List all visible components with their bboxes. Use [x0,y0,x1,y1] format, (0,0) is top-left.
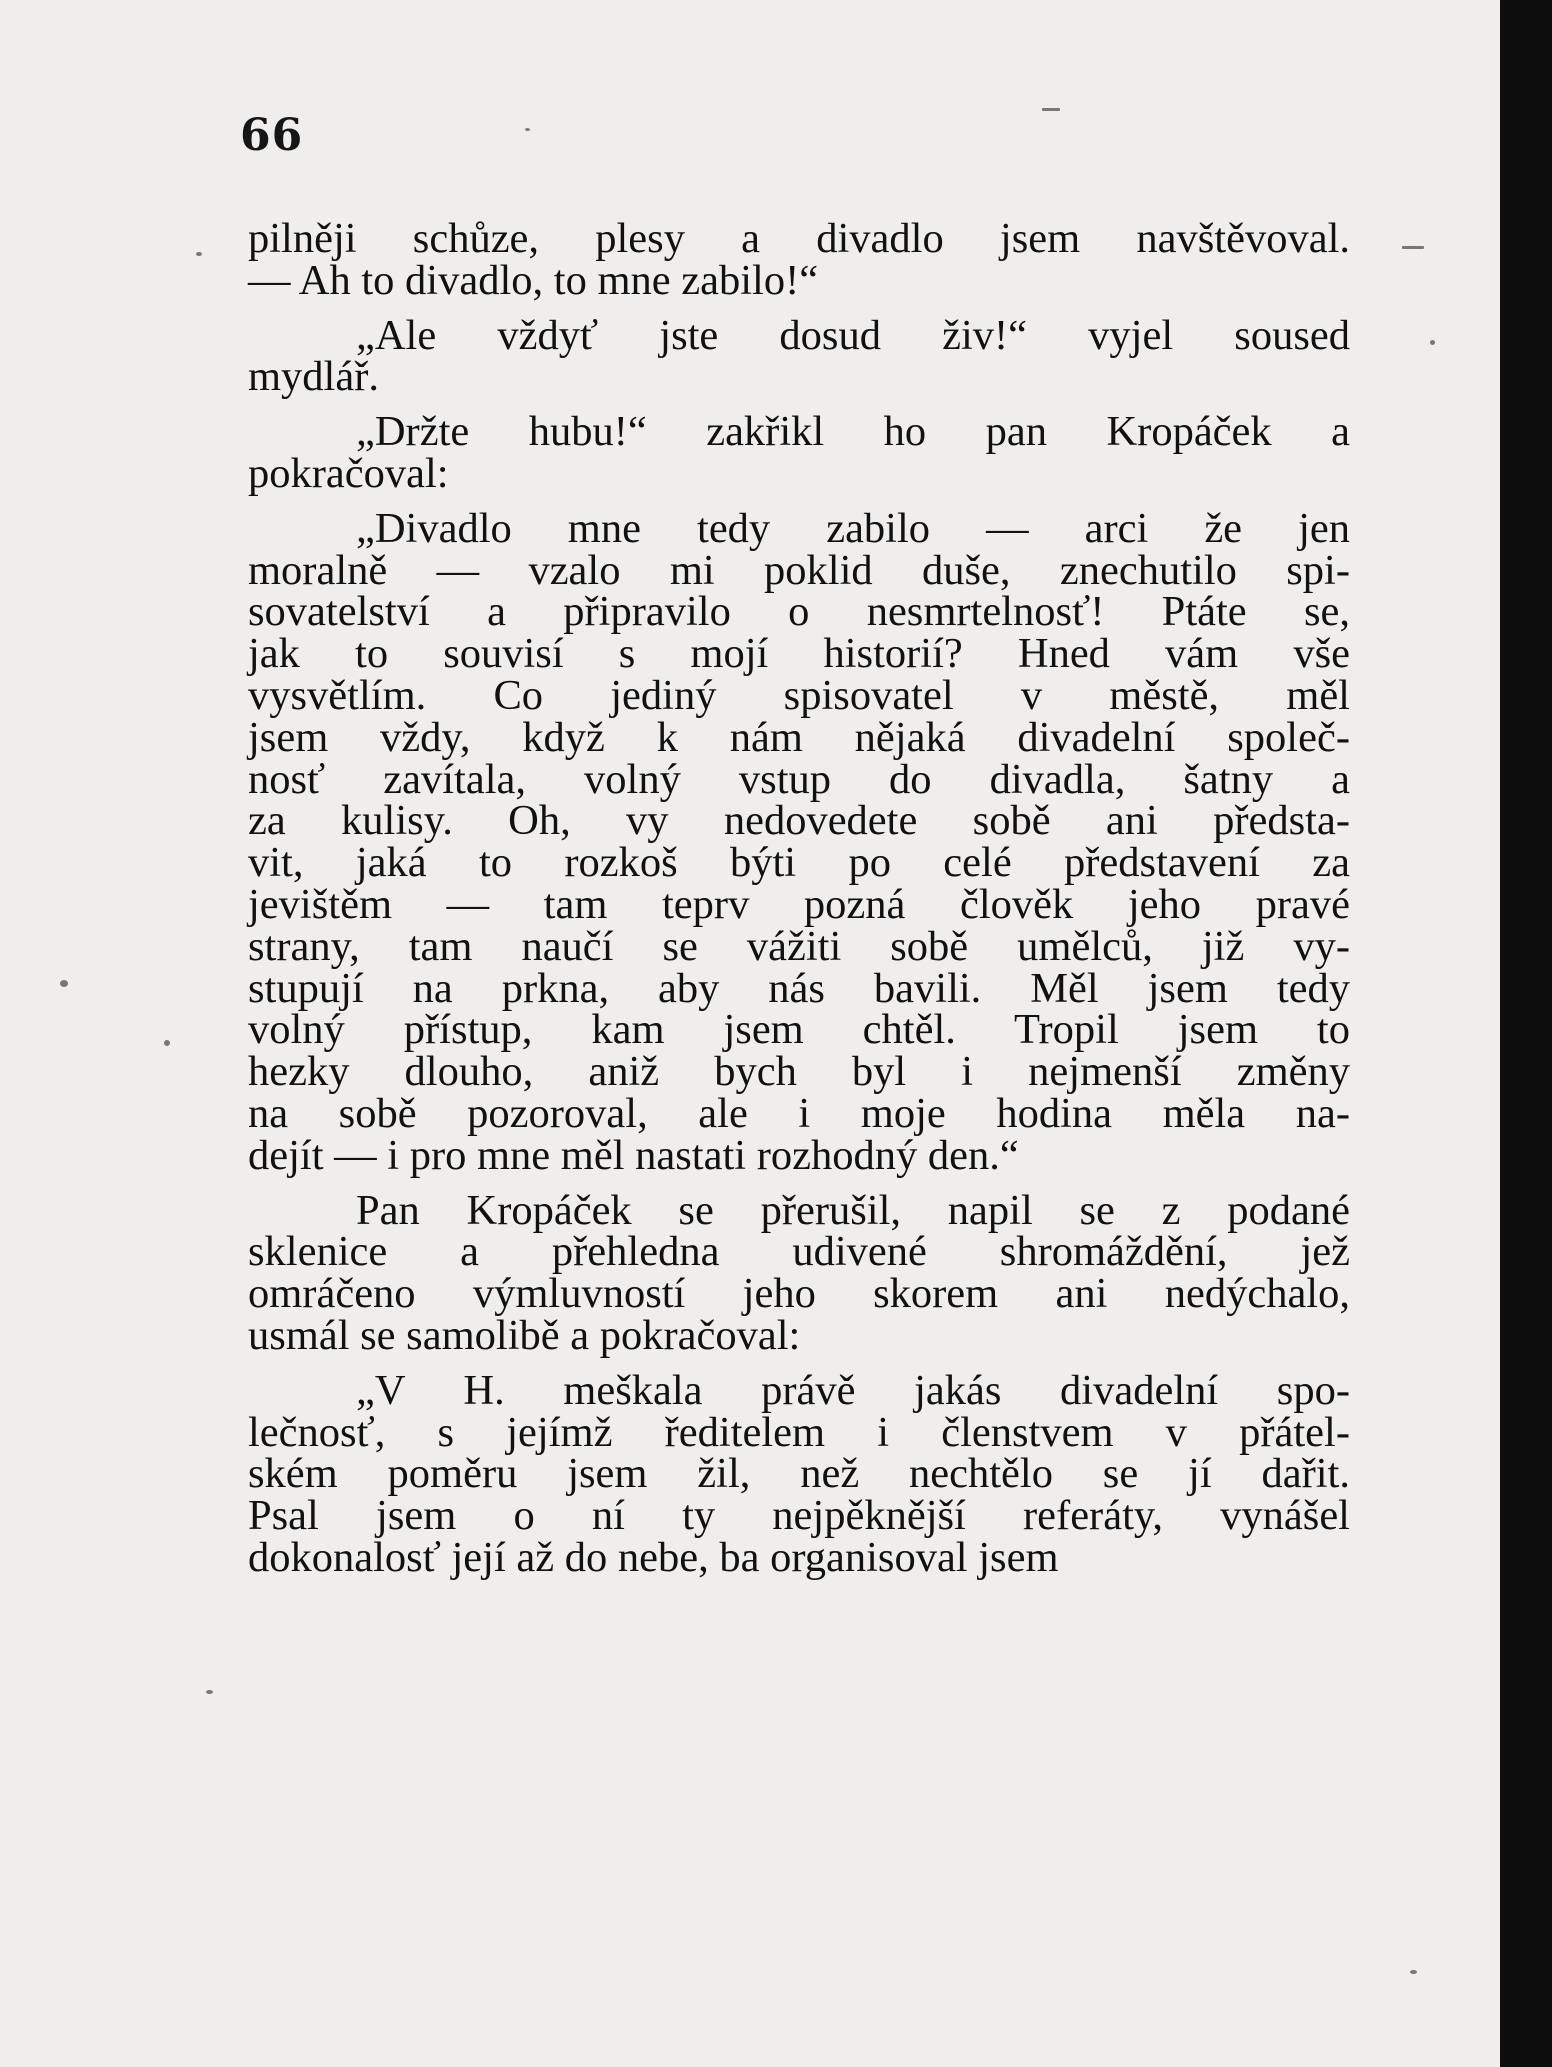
paragraph [248,408,1350,497]
text-line: vysvětlím. Co jediný spisovatel v městě, měl [248,671,1350,719]
text-line: Psal jsem o ní ty nejpěknější referáty, vynášel [248,1492,1350,1540]
scan-border [1500,0,1552,2067]
text-line: Pan Kropáček se přerušil, napil se z podané [356,1186,1350,1234]
paragraph [248,1366,1350,1581]
paragraph [248,215,1350,304]
text-line: mydlář. [248,353,380,401]
text-line: sklenice a přehledna udivené shromáždění, jež [248,1228,1350,1276]
text-line: hezky dlouho, aniž bych byl i nejmenší změny [248,1048,1350,1096]
text-line: stupují na prkna, aby nás bavili. Měl jsem tedy [248,964,1350,1012]
print-speck [196,252,202,256]
page-text [248,215,1350,1581]
page-number: 66 [240,110,304,161]
text-line: za kulisy. Oh, vy nedovedete sobě ani předsta- [248,797,1350,845]
text-line: moralně — vzalo mi poklid duše, znechutilo spi- [248,546,1350,594]
print-speck [1042,108,1060,111]
text-line: na sobě pozoroval, ale i moje hodina měla na- [248,1089,1350,1137]
text-line: volný přístup, kam jsem chtěl. Tropil jsem to [248,1006,1350,1054]
text-line: usmál se samolibě a pokračoval: [248,1311,801,1359]
print-speck [525,128,530,131]
text-line: jevištěm — tam teprv pozná člověk jeho pravé [248,880,1350,928]
print-speck [206,1690,213,1694]
print-speck [60,980,68,987]
text-line: jsem vždy, když k nám nějaká divadelní společ- [248,713,1350,761]
text-line: jak to souvisí s mojí historií? Hned vám vše [248,630,1350,678]
text-line: pilněji schůze, plesy a divadlo jsem navštěvoval. [248,215,1350,262]
text-line: „Držte hubu!“ zakřikl ho pan Kropáček a [356,408,1350,456]
paragraph [248,1186,1350,1359]
text-line: ském poměru jsem žil, než nechtělo se jí dařit. [248,1450,1350,1498]
text-line: pokračoval: [248,449,449,497]
text-line: lečnosť, s jejímž ředitelem i členstvem v přátel- [248,1408,1350,1456]
text-line: dokonalosť její až do nebe, ba organisoval jsem [248,1533,1059,1581]
text-line: „Divadlo mne tedy zabilo — arci že jen [356,504,1350,552]
print-speck [164,1040,170,1046]
print-speck [1410,1970,1417,1974]
print-speck [1402,246,1424,249]
text-line: — Ah to divadlo, to mne zabilo!“ [248,256,819,304]
paragraph [248,311,1350,401]
text-line: dejít — i pro mne měl nastati rozhodný den.“ [248,1131,1019,1179]
text-line: strany, tam naučí se vážiti sobě umělců, již vy- [248,922,1350,970]
text-line: „Ale vždyť jste dosud živ!“ vyjel soused [356,311,1350,359]
text-line: omráčeno výmluvností jeho skorem ani nedýchalo, [248,1270,1350,1318]
text-line: sovatelství a připravilo o nesmrtelnosť! Ptáte se, [248,588,1350,636]
print-speck [1430,340,1435,345]
paragraph [248,504,1350,1179]
text-line: vit, jaká to rozkoš býti po celé představení za [248,839,1350,887]
text-line: „V H. meškala právě jakás divadelní spo- [356,1366,1350,1414]
text-line: nosť zavítala, volný vstup do divadla, šatny a [248,755,1350,803]
